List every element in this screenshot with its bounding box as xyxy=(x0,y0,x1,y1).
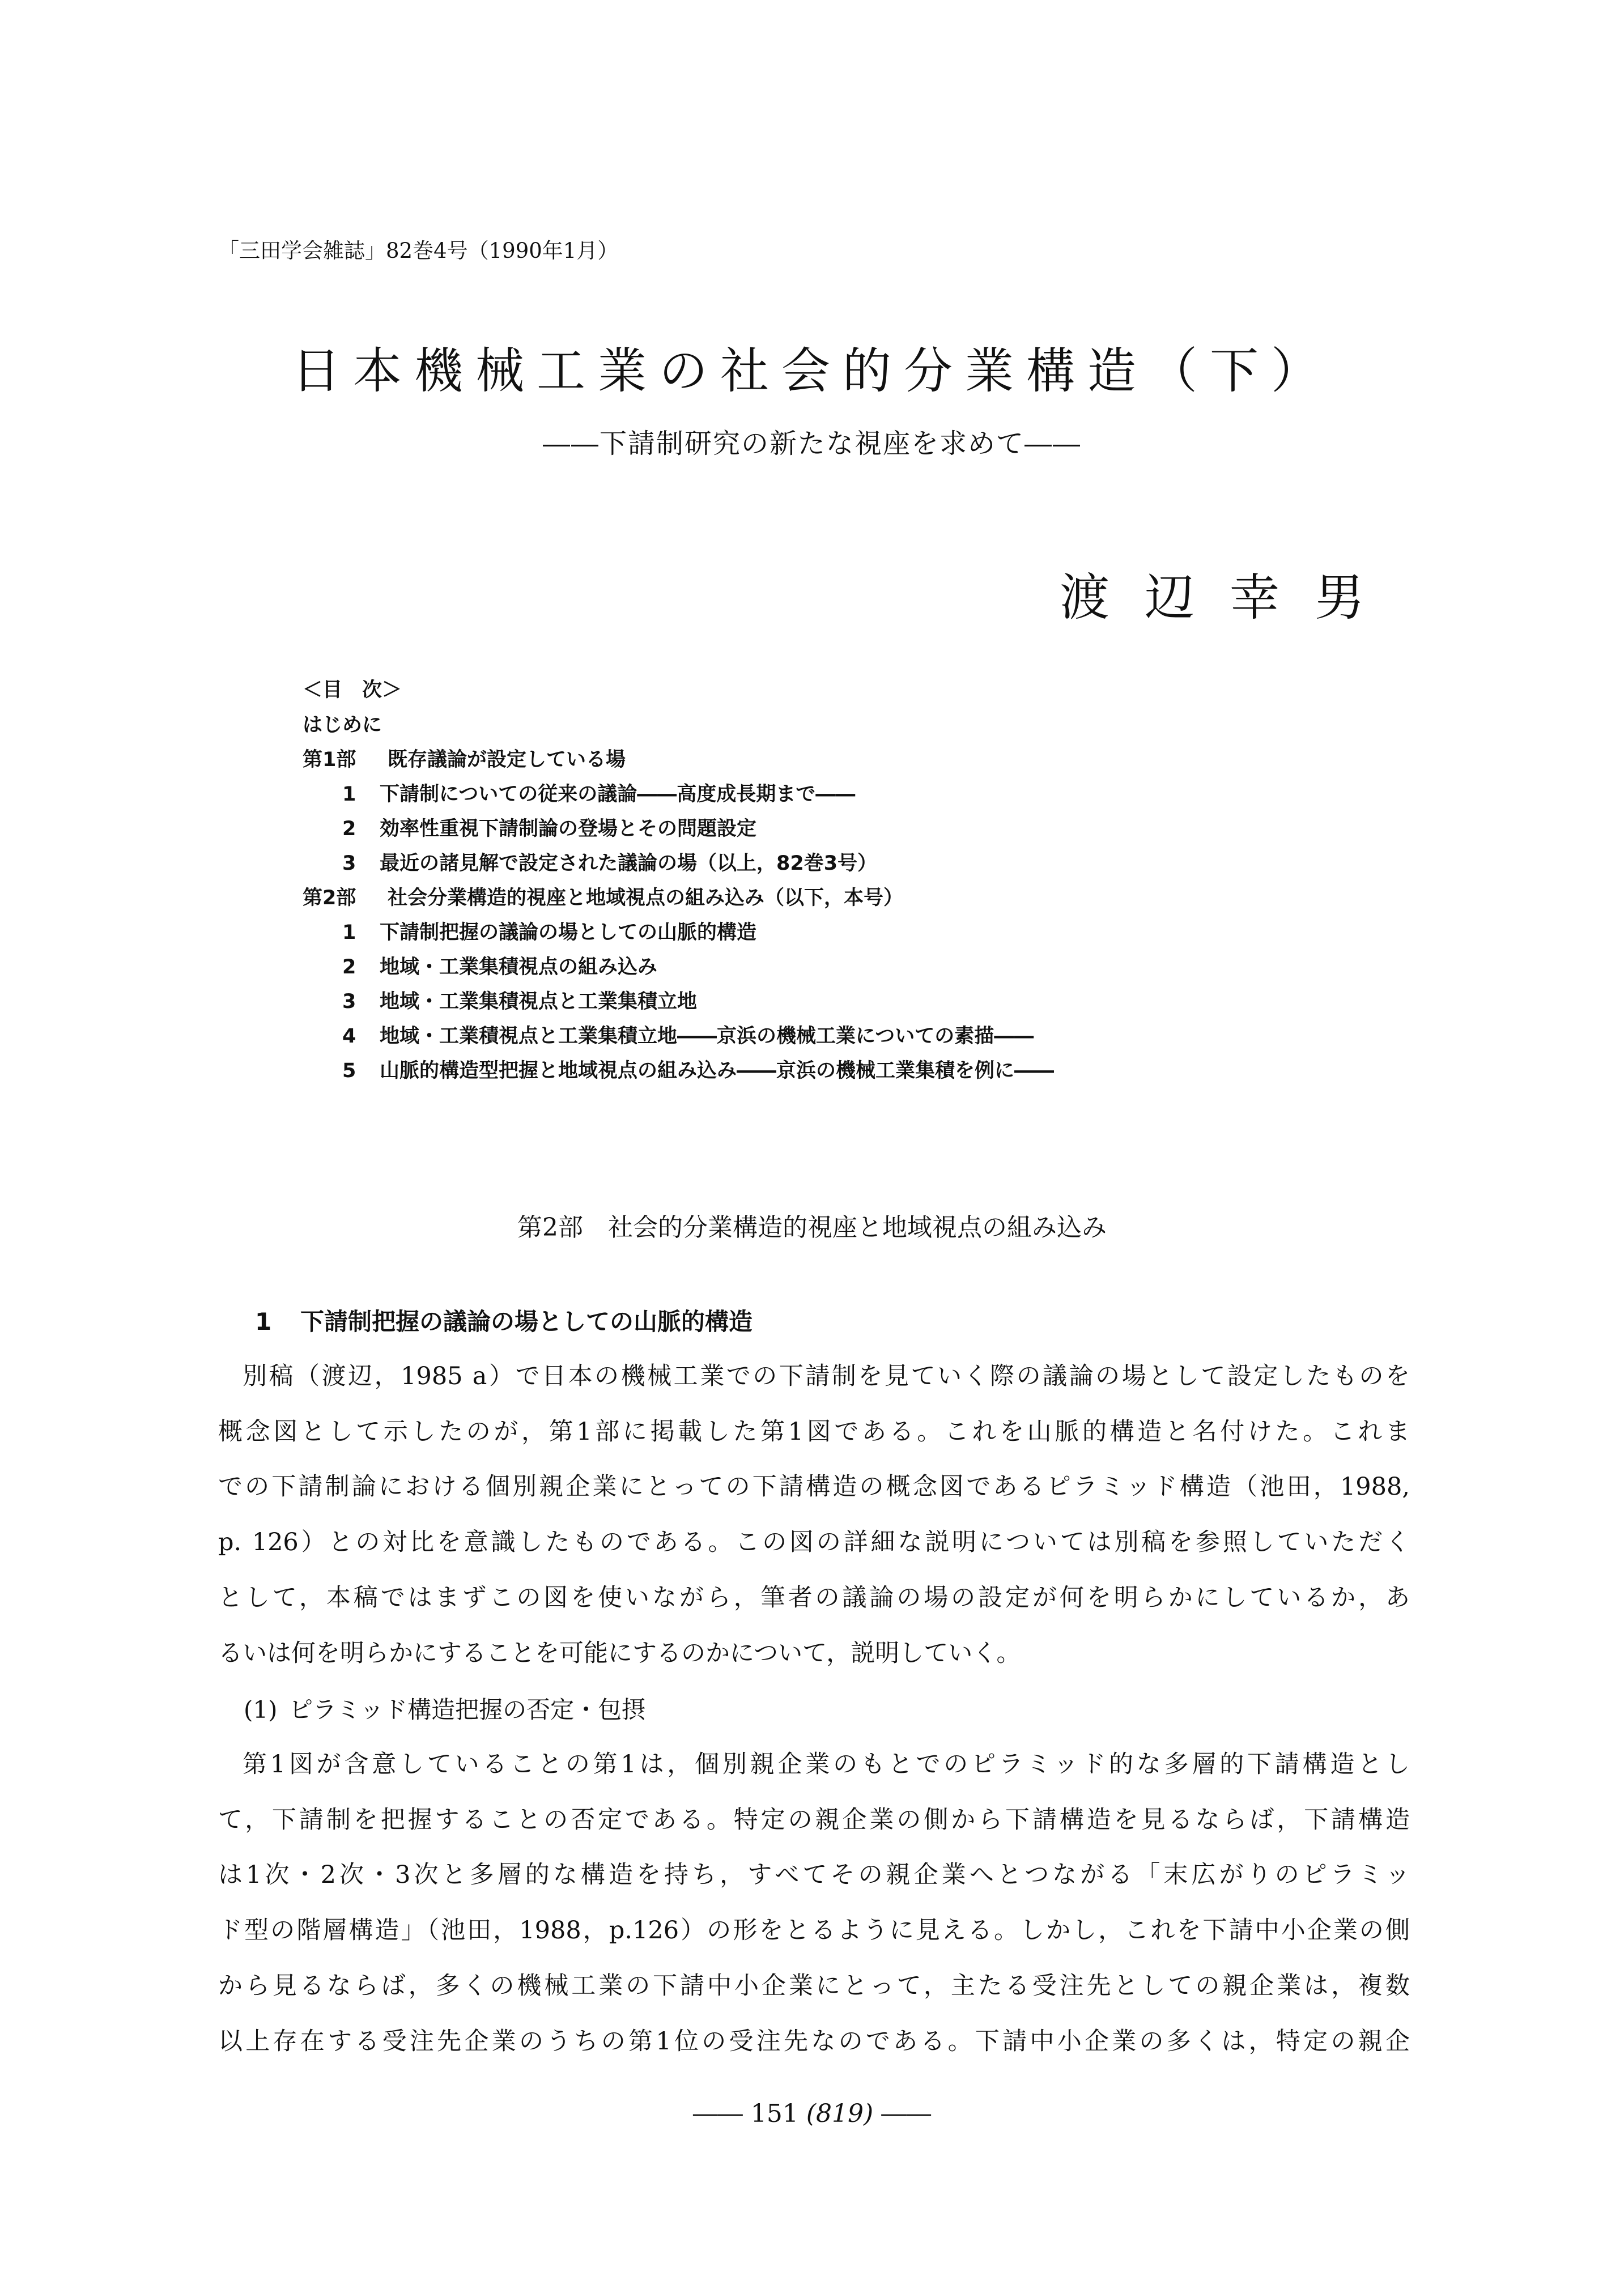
text-line: 第1図が含意していることの第1は，個別親企業のもとでのピラミッド的な多層的下請構造とし xyxy=(243,1750,1410,1779)
toc-entry-text: 地域・工業積視点と工業集積立地――京浜の機械工業についての素描―― xyxy=(380,1025,1034,1048)
toc-entry-text: 下請制についての従来の議論――高度成長期まで―― xyxy=(380,783,856,806)
toc-entry-number: 2 xyxy=(342,956,356,979)
text-line: て，下請制を把握することの否定である。特定の親企業の側から下請構造を見るならば，下請構造 xyxy=(218,1805,1410,1834)
toc-entry-number: 第1部 xyxy=(303,748,356,771)
toc-entry xyxy=(303,744,626,772)
article-title: 日本機械工業の社会的分業構造（下） xyxy=(292,343,1332,399)
text-line: 概念図として示したのが，第1部に掲載した第1図である。これを山脈的構造と名付けた。これま xyxy=(218,1417,1410,1446)
toc-entry xyxy=(342,848,877,876)
toc-entry xyxy=(342,951,657,980)
toc-entry xyxy=(342,1055,1054,1083)
text-line: るいは何を明らかにすることを可能にするのかについて，説明していく。 xyxy=(218,1639,1021,1667)
page-number-total: (819) xyxy=(806,2099,874,2128)
toc-entry-number: 3 xyxy=(342,990,356,1013)
toc-entry xyxy=(342,813,756,841)
toc-entry xyxy=(342,1020,1034,1049)
text-line: は1次・2次・3次と多層的な構造を持ち，すべてその親企業へとつながる「末広がりのピラミッ xyxy=(218,1861,1410,1890)
toc-heading: ＜目 次＞ xyxy=(303,679,402,701)
section-heading: 第2部 社会的分業構造的視座と地域視点の組み込み xyxy=(517,1213,1107,1242)
toc-entry-number: 1 xyxy=(342,783,356,806)
toc-entry-text: 最近の諸見解で設定された議論の場（以上，82巻3号） xyxy=(380,852,878,875)
journal-citation: 「三田学会雑誌」82巻4号（1990年1月） xyxy=(218,239,619,263)
text-line: ド型の階層構造」（池田，1988，p.126）の形をとるように見える。しかし，これを下請中小企業の側 xyxy=(218,1916,1410,1945)
toc-entry-number: 第2部 xyxy=(303,887,356,909)
toc-entry-number: 2 xyxy=(342,818,356,840)
page-number-value: 151 xyxy=(750,2099,798,2128)
toc-entry-number: 4 xyxy=(342,1025,356,1048)
text-line: 別稿（渡辺，1985 a）で日本の機械工業での下請制を見ていく際の議論の場として設定したものを xyxy=(243,1362,1410,1390)
page-number: ―― 151 (819) ―― xyxy=(692,2099,932,2128)
toc-entry xyxy=(342,917,756,945)
item-heading xyxy=(244,1691,645,1725)
toc-entry xyxy=(342,778,855,807)
toc-entry xyxy=(303,709,382,738)
article-subtitle: ――下請制研究の新たな視座を求めて―― xyxy=(542,428,1081,460)
toc-entry-text: 既存議論が設定している場 xyxy=(388,748,626,771)
subsection-title: 下請制把握の議論の場としての山脈的構造 xyxy=(300,1308,753,1335)
text-line: での下請制論における個別親企業にとっての下請構造の概念図であるピラミッド構造（池田，1988, xyxy=(218,1473,1410,1501)
toc-entry xyxy=(342,986,697,1014)
toc-entry-number: 5 xyxy=(342,1060,356,1082)
toc-entry-text: 効率性重視下請制論の登場とその問題設定 xyxy=(380,818,757,840)
toc-entry-text: 地域・工業集積視点の組み込み xyxy=(380,956,658,979)
text-line: として，本稿ではまずこの図を使いながら，筆者の議論の場の設定が何を明らかにしているか，あ xyxy=(218,1583,1410,1612)
toc-entry-text: 下請制把握の議論の場としての山脈的構造 xyxy=(380,921,757,944)
toc-entry-text: 社会分業構造的視座と地域視点の組み込み（以下，本号） xyxy=(388,887,904,909)
subsection-heading xyxy=(255,1303,753,1337)
toc-entry-text: 山脈的構造型把握と地域視点の組み込み――京浜の機械工業集積を例に―― xyxy=(380,1060,1055,1082)
item-title: ピラミッド構造把握の否定・包摂 xyxy=(289,1696,646,1724)
author-name: 渡辺幸男 xyxy=(1060,568,1400,627)
toc-entry xyxy=(303,882,903,911)
item-number: (1) xyxy=(244,1696,278,1724)
text-line: から見るならば，多くの機械工業の下請中小企業にとって，主たる受注先としての親企業は，複数 xyxy=(218,1971,1410,2000)
text-line: p. 126）との対比を意識したものである。この図の詳細な説明については別稿を参照していただく xyxy=(218,1528,1410,1557)
toc-entry-number: 1 xyxy=(342,921,356,944)
subsection-number: 1 xyxy=(255,1308,272,1335)
toc-entry-text: はじめに xyxy=(303,714,382,737)
text-line: 以上存在する受注先企業のうちの第1位の受注先なのである。下請中小企業の多くは，特定の親企 xyxy=(218,2027,1410,2056)
toc-entry-number: 3 xyxy=(342,852,356,875)
toc-entry-text: 地域・工業集積視点と工業集積立地 xyxy=(380,990,698,1013)
